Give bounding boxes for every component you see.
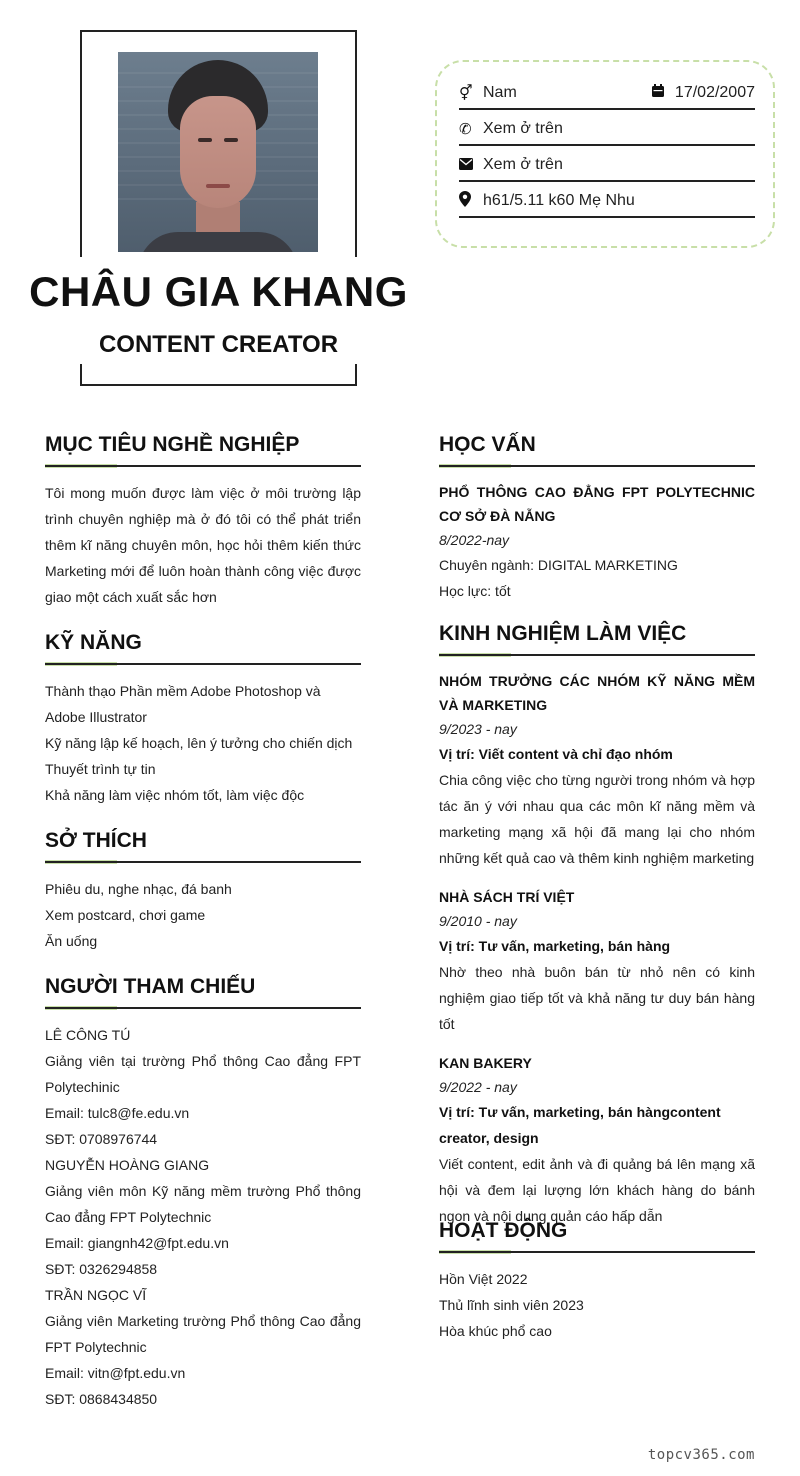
reference-phone: SĐT: 0868434850	[45, 1391, 158, 1407]
candidate-name: CHÂU GIA KHANG	[29, 268, 408, 315]
activities-title: HOẠT ĐỘNG	[439, 1219, 568, 1242]
skill-item: Khả năng làm việc nhóm tốt, làm việc độc	[45, 787, 305, 803]
experience-title: KINH NGHIỆM LÀM VIỆC	[439, 622, 687, 645]
job-company: NHÓM TRƯỞNG CÁC NHÓM KỸ NĂNG MỀM VÀ MARKETING	[439, 673, 755, 713]
job-company: KAN BAKERY	[439, 1055, 532, 1071]
reference-phone: SĐT: 0326294858	[45, 1261, 158, 1277]
reference-role: Giảng viên tại trường Phổ thông Cao đẳng FPT Polytechinic	[45, 1053, 361, 1095]
location-pin-icon	[459, 191, 483, 211]
reference-role: Giảng viên môn Kỹ năng mềm trường Phổ thông Cao đẳng FPT Polytechnic	[45, 1183, 361, 1225]
hobby-item: Xem postcard, chơi game	[45, 907, 206, 923]
objective-text: Tôi mong muốn được làm việc ở môi trường lập trình chuyên nghiệp mà ở đó tôi có thể phát triển thêm kĩ năng chuyên môn, học hỏi thêm kiến thức Marketing mới để luôn hoàn thành công việc được giao một cách xuất sắc hơn	[45, 485, 361, 605]
email-value: Xem ở trên	[483, 156, 563, 173]
skill-item: Thuyết trình tự tin	[45, 761, 156, 777]
contact-row-phone	[459, 114, 755, 146]
skills-title: KỸ NĂNG	[45, 631, 142, 654]
references-section	[45, 975, 361, 1412]
job-period: 9/2010 - nay	[439, 913, 517, 929]
section-divider	[45, 662, 361, 666]
hobbies-title: SỞ THÍCH	[45, 829, 147, 852]
education-major: Chuyên ngành: DIGITAL MARKETING	[439, 557, 678, 573]
section-divider	[45, 1006, 361, 1010]
activity-item: Hòa khúc phổ cao	[439, 1323, 552, 1339]
objective-section	[45, 433, 361, 610]
skills-section	[45, 631, 361, 808]
section-divider	[439, 1250, 755, 1254]
address-value: h61/5.11 k60 Mẹ Nhu	[483, 192, 635, 209]
skill-item: Kỹ năng lập kế hoạch, lên ý tưởng cho chiến dịch	[45, 735, 353, 751]
phone-value: Xem ở trên	[483, 120, 563, 137]
photo-frame-bottom	[80, 364, 357, 386]
birthday-value: 17/02/2007	[674, 84, 755, 101]
activities-section	[439, 1219, 755, 1344]
reference-email: Email: giangnh42@fpt.edu.vn	[45, 1235, 229, 1251]
section-divider	[45, 860, 361, 864]
profile-photo	[118, 52, 318, 252]
hobby-item: Ăn uống	[45, 933, 98, 949]
job-company: NHÀ SÁCH TRÍ VIỆT	[439, 889, 575, 905]
skill-item: Thành thạo Phần mềm Adobe Photoshop và Adobe Illustrator	[45, 683, 321, 725]
contact-box	[435, 60, 775, 248]
job-period: 9/2023 - nay	[439, 721, 517, 737]
reference-name: LÊ CÔNG TÚ	[45, 1027, 131, 1043]
watermark: topcv365.com	[647, 1447, 755, 1463]
section-divider	[439, 653, 755, 657]
job-position: Vị trí: Viết content và chỉ đạo nhóm	[439, 746, 673, 762]
gender-icon: ⚥	[459, 85, 473, 102]
contact-row-gender-birthday	[459, 78, 755, 110]
objective-title: MỤC TIÊU NGHỀ NGHIỆP	[45, 433, 300, 456]
reference-email: Email: tulc8@fe.edu.vn	[45, 1105, 190, 1121]
activity-item: Hồn Việt 2022	[439, 1271, 528, 1287]
phone-icon: ✆	[459, 121, 472, 138]
envelope-icon	[459, 157, 483, 174]
activity-item: Thủ lĩnh sinh viên 2023	[439, 1297, 584, 1313]
contact-row-address	[459, 186, 755, 218]
education-grade: Học lực: tốt	[439, 583, 511, 599]
reference-name: NGUYỄN HOÀNG GIANG	[45, 1157, 210, 1173]
education-section	[439, 433, 755, 604]
references-title: NGƯỜI THAM CHIẾU	[45, 975, 256, 998]
job-description: Nhờ theo nhà buôn bán từ nhỏ nên có kinh nghiệm giao tiếp tốt và khả năng tư duy bán hàng tốt	[439, 964, 755, 1032]
gender-value: Nam	[483, 84, 517, 101]
job-period: 9/2022 - nay	[439, 1079, 517, 1095]
reference-email: Email: vitn@fpt.edu.vn	[45, 1365, 186, 1381]
job-description: Chia công việc cho từng người trong nhóm và hợp tác ăn ý với nhau qua các môn kĩ năng mềm và marketing mạng xã hội đã mang lại cho nhóm những kết quả cao và thêm kinh nghiệm marketing	[439, 772, 755, 866]
job-description: Viết content, edit ảnh và đi quảng bá lên mạng xã hội và đem lại lượng lớn khách hàng do bánh ngon và nội dung quản cáo hấp dẫn	[439, 1156, 755, 1224]
reference-role: Giảng viên Marketing trường Phổ thông Cao đẳng FPT Polytechnic	[45, 1313, 361, 1355]
job-title: CONTENT CREATOR	[98, 331, 339, 358]
hobby-item: Phiêu du, nghe nhạc, đá banh	[45, 881, 232, 897]
contact-row-email	[459, 150, 755, 182]
job-position: Vị trí: Tư vấn, marketing, bán hàngcontent creator, design	[439, 1104, 721, 1146]
reference-phone: SĐT: 0708976744	[45, 1131, 158, 1147]
calendar-icon	[651, 84, 675, 102]
education-period: 8/2022-nay	[439, 532, 510, 548]
hobbies-section	[45, 829, 361, 954]
education-title: HỌC VẤN	[439, 433, 536, 456]
section-divider	[45, 464, 361, 468]
job-position: Vị trí: Tư vấn, marketing, bán hàng	[439, 938, 671, 954]
section-divider	[439, 464, 755, 468]
experience-section	[439, 622, 755, 1229]
reference-name: TRẦN NGỌC VĨ	[45, 1287, 147, 1303]
school-name: PHỔ THÔNG CAO ĐẲNG FPT POLYTECHNIC CƠ SỞ ĐÀ NẴNG	[439, 484, 755, 524]
